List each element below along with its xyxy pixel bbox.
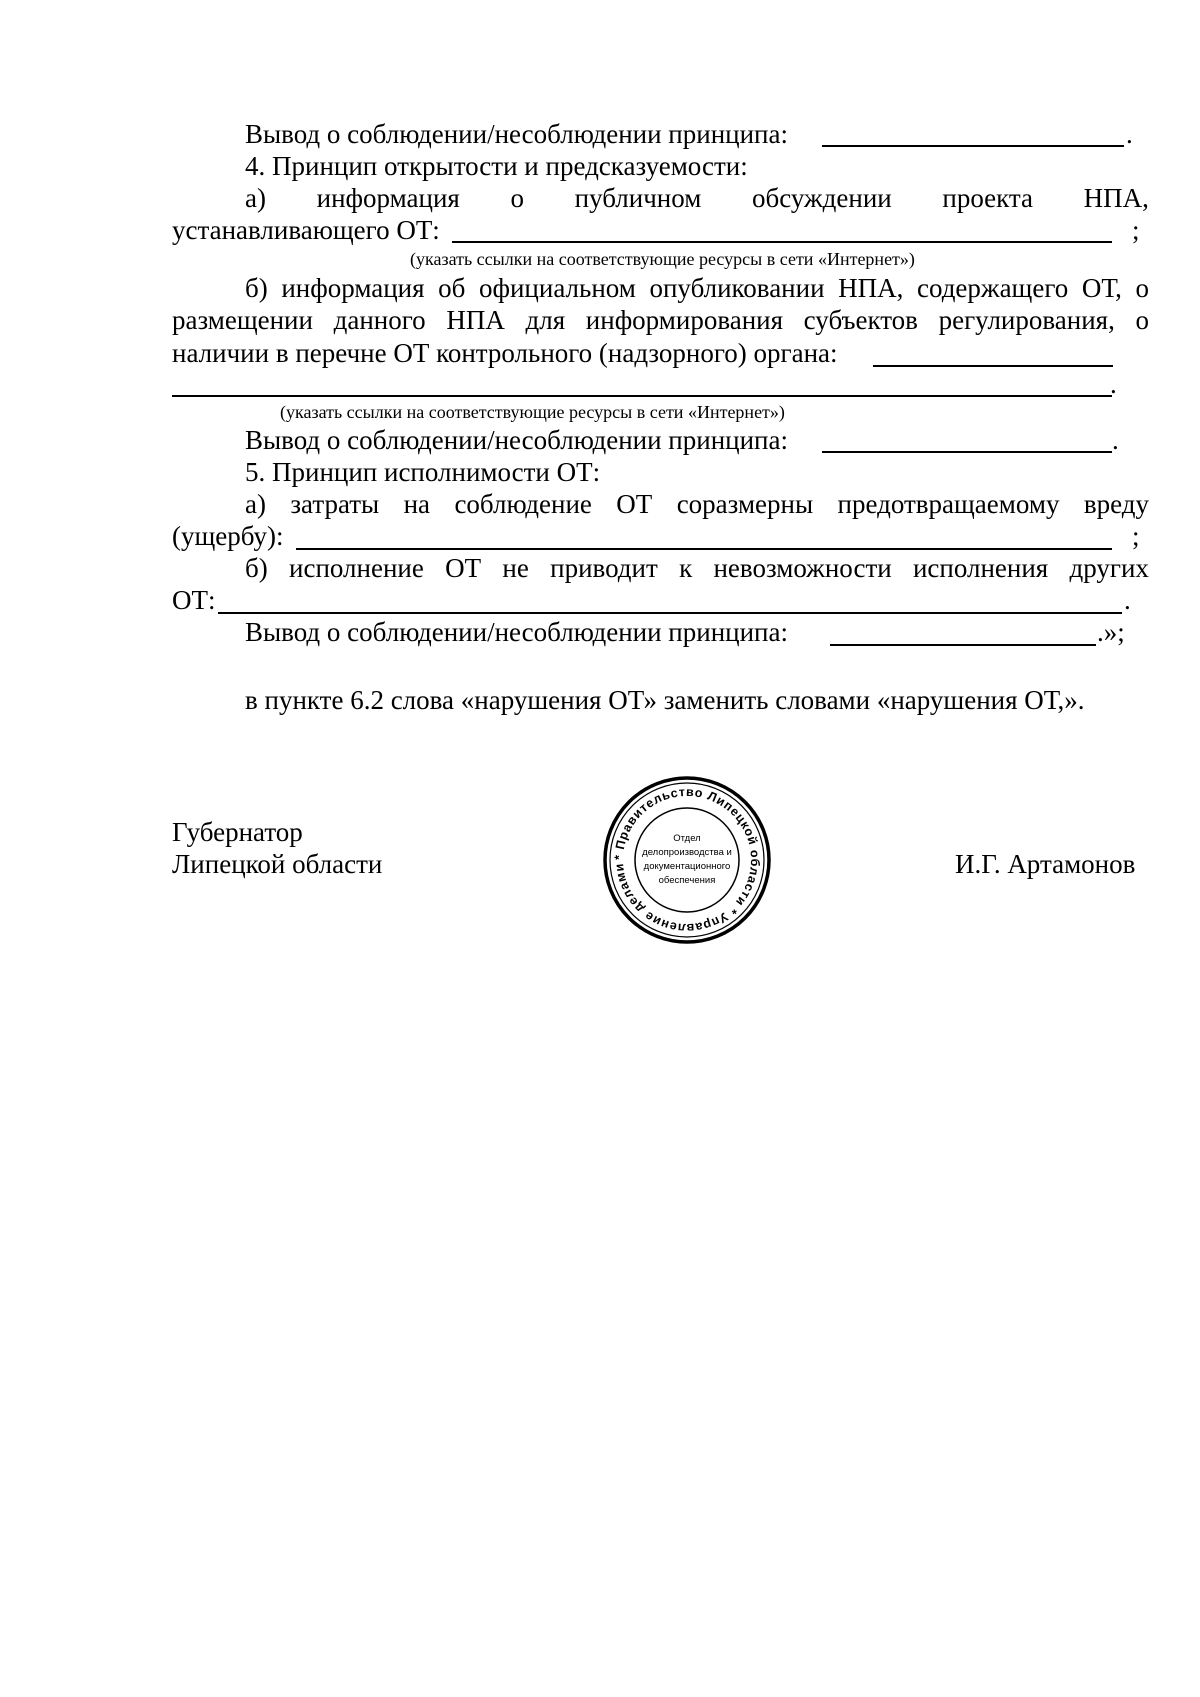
section5-conclusion-blank xyxy=(830,644,1096,646)
justified-word: не xyxy=(502,553,529,583)
justified-word: обсуждении xyxy=(751,183,892,213)
section3-conclusion: Вывод о соблюдении/несоблюдении принципа: xyxy=(245,119,788,149)
section4a-end: ; xyxy=(1132,215,1140,245)
section4b-line2: размещении данного НПА для информирования субъектов регулирования, о xyxy=(172,305,1149,335)
section4-title: 4. Принцип открытости и предсказуемости: xyxy=(245,151,748,181)
justified-word: к xyxy=(679,553,693,583)
justified-word: на xyxy=(403,489,431,519)
justified-word: ОТ xyxy=(616,489,653,519)
section4b-blank-2 xyxy=(172,395,1112,397)
justified-word: предотвращаемому xyxy=(837,489,1060,519)
section5-title: 5. Принцип исполнимости ОТ: xyxy=(245,457,601,487)
stamp-center-line2: делопроизводства и xyxy=(642,847,732,858)
section4b-blank-1 xyxy=(873,365,1113,367)
justified-word: невозможности xyxy=(713,553,892,583)
section4-conclusion-end: . xyxy=(1112,425,1119,455)
section4b-end: . xyxy=(1110,369,1117,399)
justified-word: публичном xyxy=(574,183,702,213)
amendment-paragraph: в пункте 6.2 слова «нарушения ОТ» заменить словами «нарушения ОТ,». xyxy=(245,685,1085,715)
section4b-note: (указать ссылки на соответствующие ресурсы в сети «Интернет») xyxy=(280,402,785,422)
official-stamp xyxy=(602,775,772,945)
justified-word: информация xyxy=(316,183,460,213)
section4b-line1: б) информация об официальном опубликовании НПА, содержащего ОТ, о xyxy=(245,273,1149,303)
section4a-line1 xyxy=(245,182,1149,214)
justified-word: исполнение xyxy=(289,553,424,583)
section3-conclusion-blank xyxy=(822,145,1124,147)
justified-word: а) xyxy=(245,183,266,213)
justified-word: соблюдение xyxy=(454,489,592,519)
justified-word: других xyxy=(1069,553,1149,583)
justified-word: исполнения xyxy=(912,553,1049,583)
section4b-line3: наличии в перечне ОТ контрольного (надзорного) органа: xyxy=(172,338,838,368)
stamp-center-line3: документационного xyxy=(643,861,731,872)
section4-conclusion: Вывод о соблюдении/несоблюдении принципа: xyxy=(245,425,788,455)
section5-conclusion: Вывод о соблюдении/несоблюдении принципа: xyxy=(245,617,788,647)
justified-word: соразмерны xyxy=(676,489,814,519)
signature-position-line1: Губернатор xyxy=(172,817,303,847)
justified-word: вреду xyxy=(1083,489,1149,519)
section5a-end: ; xyxy=(1132,521,1140,551)
section5a-line1 xyxy=(245,488,1149,520)
justified-word: о xyxy=(510,183,524,213)
section5b-line1 xyxy=(245,552,1149,584)
stamp-center-line1: Отдел xyxy=(673,833,701,844)
stamp-ring-text: * Правительство Липецкой области * Управление делами xyxy=(611,784,763,936)
justified-word: ОТ xyxy=(445,553,482,583)
section4a-line2: устанавливающего ОТ: xyxy=(172,215,440,245)
section5b-line2: ОТ: xyxy=(172,585,216,615)
section5a-blank xyxy=(296,548,1112,550)
stamp-center-line4: обеспечения xyxy=(658,875,716,886)
section4a-blank xyxy=(452,241,1112,243)
signature-position-line2: Липецкой области xyxy=(172,849,383,879)
signature-name: И.Г. Артамонов xyxy=(955,849,1136,879)
justified-word: приводит xyxy=(550,553,658,583)
justified-word: НПА, xyxy=(1083,183,1149,213)
section5a-line2: (ущербу): xyxy=(172,521,284,551)
justified-word: затраты xyxy=(290,489,380,519)
section4a-note: (указать ссылки на соответствующие ресурсы в сети «Интернет») xyxy=(410,249,915,269)
section3-conclusion-end: . xyxy=(1126,119,1133,149)
section5-conclusion-end: .»; xyxy=(1097,617,1125,647)
justified-word: б) xyxy=(245,553,268,583)
justified-word: проекта xyxy=(942,183,1034,213)
section5b-blank xyxy=(218,612,1122,614)
section5b-end: . xyxy=(1124,585,1131,615)
justified-word: а) xyxy=(245,489,266,519)
section4-conclusion-blank xyxy=(822,451,1112,453)
